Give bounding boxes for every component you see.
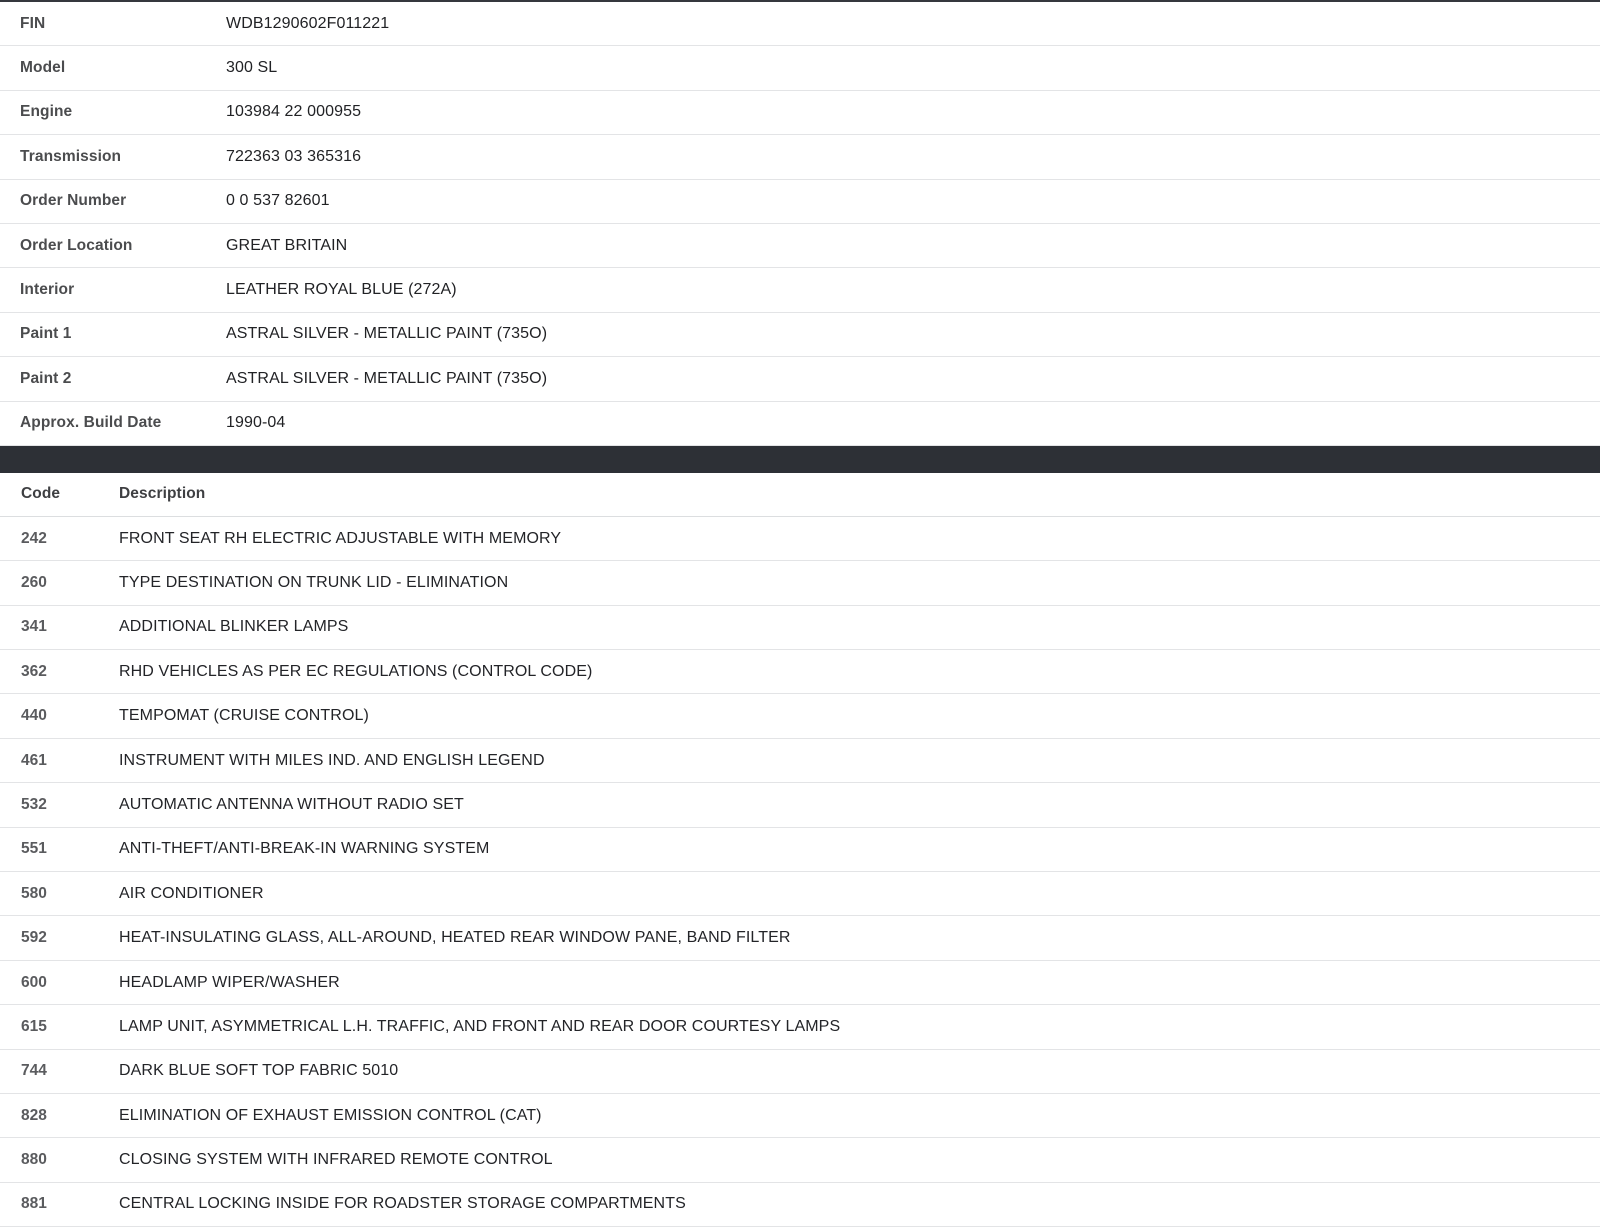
option-description: INSTRUMENT WITH MILES IND. AND ENGLISH LEGEND [118,738,1600,782]
spec-row [0,223,1600,267]
option-description: ELIMINATION OF EXHAUST EMISSION CONTROL (CAT) [118,1093,1600,1137]
option-code: 260 [0,561,118,605]
option-row [0,605,1600,649]
option-code: 880 [0,1138,118,1182]
spec-value: 103984 22 000955 [225,90,1600,134]
option-code: 828 [0,1093,118,1137]
spec-row [0,401,1600,445]
option-description: TEMPOMAT (CRUISE CONTROL) [118,694,1600,738]
spec-value: 1990-04 [225,401,1600,445]
option-description: TYPE DESTINATION ON TRUNK LID - ELIMINATION [118,561,1600,605]
option-code: 532 [0,783,118,827]
option-code: 744 [0,1049,118,1093]
option-row [0,516,1600,560]
spec-label: Order Location [0,223,225,267]
spec-row [0,357,1600,401]
spec-value: 300 SL [225,46,1600,90]
option-row [0,916,1600,960]
option-row [0,872,1600,916]
option-description: DARK BLUE SOFT TOP FABRIC 5010 [118,1049,1600,1093]
spec-label: Model [0,46,225,90]
spec-value: GREAT BRITAIN [225,223,1600,267]
spec-row [0,46,1600,90]
spec-value: 0 0 537 82601 [225,179,1600,223]
option-description: RHD VEHICLES AS PER EC REGULATIONS (CONTROL CODE) [118,650,1600,694]
spec-row [0,2,1600,46]
option-row [0,1093,1600,1137]
option-row [0,1005,1600,1049]
option-code: 440 [0,694,118,738]
option-description: CENTRAL LOCKING INSIDE FOR ROADSTER STORAGE COMPARTMENTS [118,1182,1600,1226]
option-code: 600 [0,960,118,1004]
option-code: 242 [0,516,118,560]
spec-row [0,312,1600,356]
spec-value: 722363 03 365316 [225,135,1600,179]
option-description: ANTI-THEFT/ANTI-BREAK-IN WARNING SYSTEM [118,827,1600,871]
option-code: 362 [0,650,118,694]
spec-value: ASTRAL SILVER - METALLIC PAINT (735O) [225,357,1600,401]
spec-label: Paint 2 [0,357,225,401]
spec-label: Interior [0,268,225,312]
section-divider-bar [0,446,1600,473]
option-row [0,694,1600,738]
option-row [0,783,1600,827]
spec-value: LEATHER ROYAL BLUE (272A) [225,268,1600,312]
option-row [0,1049,1600,1093]
option-description: LAMP UNIT, ASYMMETRICAL L.H. TRAFFIC, AND FRONT AND REAR DOOR COURTESY LAMPS [118,1005,1600,1049]
spec-row [0,90,1600,134]
spec-value: ASTRAL SILVER - METALLIC PAINT (735O) [225,312,1600,356]
option-code: 580 [0,872,118,916]
option-row [0,1182,1600,1226]
option-row [0,650,1600,694]
spec-label: FIN [0,2,225,46]
spec-label: Approx. Build Date [0,401,225,445]
option-codes-rows [0,516,1600,1226]
option-description: HEAT-INSULATING GLASS, ALL-AROUND, HEATED REAR WINDOW PANE, BAND FILTER [118,916,1600,960]
option-row [0,561,1600,605]
spec-row [0,268,1600,312]
option-row [0,827,1600,871]
option-code: 551 [0,827,118,871]
option-code: 341 [0,605,118,649]
spec-label: Paint 1 [0,312,225,356]
vehicle-spec-table [0,2,1600,446]
option-row [0,1138,1600,1182]
spec-label: Engine [0,90,225,134]
spec-row [0,135,1600,179]
option-code: 615 [0,1005,118,1049]
option-codes-header-row [0,473,1600,517]
option-description: AUTOMATIC ANTENNA WITHOUT RADIO SET [118,783,1600,827]
spec-row [0,179,1600,223]
option-row [0,738,1600,782]
option-code: 592 [0,916,118,960]
option-row [0,960,1600,1004]
spec-label: Order Number [0,179,225,223]
option-code: 881 [0,1182,118,1226]
option-description: ADDITIONAL BLINKER LAMPS [118,605,1600,649]
option-description: CLOSING SYSTEM WITH INFRARED REMOTE CONTROL [118,1138,1600,1182]
option-codes-table [0,473,1600,1227]
spec-label: Transmission [0,135,225,179]
option-description: AIR CONDITIONER [118,872,1600,916]
description-column-header: Description [118,473,1600,517]
option-codes-header [0,473,1600,517]
option-code: 461 [0,738,118,782]
vehicle-spec-rows [0,2,1600,445]
option-description: HEADLAMP WIPER/WASHER [118,960,1600,1004]
spec-value: WDB1290602F011221 [225,2,1600,46]
option-description: FRONT SEAT RH ELECTRIC ADJUSTABLE WITH MEMORY [118,516,1600,560]
code-column-header: Code [0,473,118,517]
